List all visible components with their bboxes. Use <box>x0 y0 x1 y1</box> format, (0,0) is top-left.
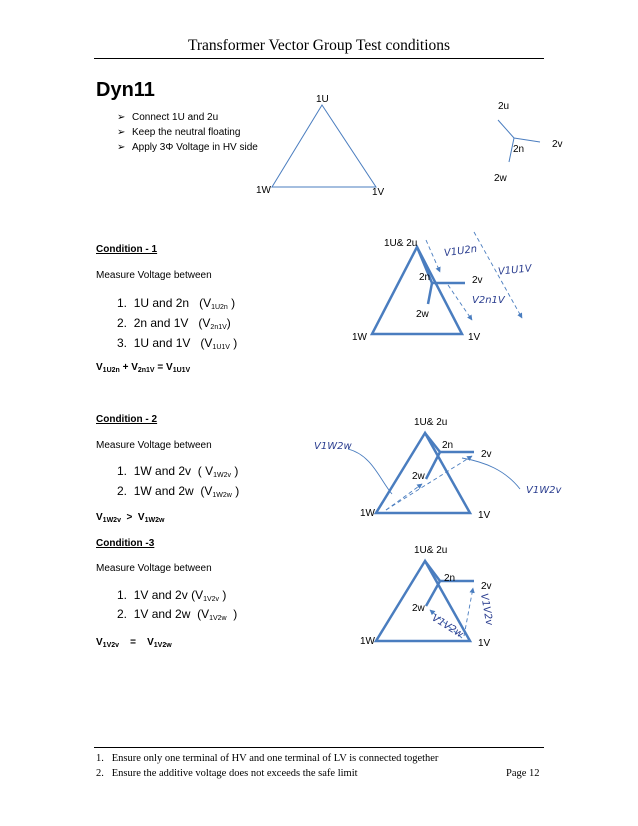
c2-label-2n: 2n <box>442 440 454 451</box>
bullet-item: ➢ Keep the neutral floating <box>117 127 241 138</box>
condition3-item: 1. 1V and 2v ($V_{1V2v}$ ) <box>117 588 227 603</box>
c1-label-top: 1U& 2u <box>384 238 418 249</box>
page-header-title: Transformer Vector Group Test conditions <box>187 37 451 54</box>
c3-label-top: 1U& 2u <box>414 545 448 556</box>
label-2w: 2w <box>494 173 507 184</box>
label-1U: 1U <box>316 94 329 105</box>
c3-label-2n: 2n <box>444 573 456 584</box>
condition1-title: Condition - 1 <box>96 244 158 255</box>
footer-note: 2. Ensure the additive voltage does not exceeds the safe limit <box>96 768 358 779</box>
condition3-intro: Measure Voltage between <box>96 563 212 574</box>
c1-note-v1u2n: V1U2n <box>443 243 478 260</box>
arrow-bullet-icon: ➢ <box>117 112 126 123</box>
c1-note-v2n1v: V2n1V <box>472 295 505 306</box>
condition1-item: 1. 1U and 2n ($V_{1U2n}$ ) <box>117 296 236 311</box>
condition2-item: 2. 1W and 2w ($V_{1W2w}$ ) <box>117 484 240 499</box>
c1-note-v1u1v: V1U1V <box>497 263 533 278</box>
c1-label-2n: 2n <box>419 272 431 283</box>
footer-note: 1. Ensure only one terminal of HV and one terminal of LV is connected together <box>96 753 439 764</box>
bullet-item: ➢ Connect 1U and 2u <box>117 112 219 123</box>
hv-delta-triangle <box>272 105 376 187</box>
label-2v: 2v <box>552 139 563 150</box>
condition2-intro: Measure Voltage between <box>96 440 212 451</box>
condition3-title: Condition -3 <box>96 538 155 549</box>
condition2-arrows <box>348 449 520 510</box>
c3-note-v1v2v: V1V2v <box>477 592 495 627</box>
condition2-item: 1. 1W and 2v ( $V_{1W2v}$ ) <box>117 464 239 479</box>
main-title: Dyn11 <box>96 79 155 101</box>
arrow-bullet-icon: ➢ <box>117 127 126 138</box>
arrow-bullet-icon: ➢ <box>117 142 126 153</box>
condition2-diagram <box>376 433 474 513</box>
condition1-item: 3. 1U and 1V ($V_{1U1V}$ ) <box>117 336 238 351</box>
bullet-item: ➢ Apply 3Φ Voltage in HV side <box>117 142 258 153</box>
footer-rule <box>94 747 544 748</box>
condition3-item: 2. 1V and 2w ($V_{1V2w}$ ) <box>117 607 238 622</box>
condition1-intro: Measure Voltage between <box>96 270 212 281</box>
c2-label-2v: 2v <box>481 449 492 460</box>
condition2-equation: $V_{1W2v} > V_{1W2w}$ <box>96 512 165 524</box>
lv-star-diagram <box>498 120 540 162</box>
c2-label-2w: 2w <box>412 471 425 482</box>
c3-label-2w: 2w <box>412 603 425 614</box>
c1-label-1W: 1W <box>352 332 367 343</box>
c3-label-1W: 1W <box>360 636 375 647</box>
c2-note-v1w2v: V1W2v <box>526 485 562 496</box>
c2-note-v1w2w: V1W2w <box>314 441 352 452</box>
c1-label-1V: 1V <box>468 332 481 343</box>
page-number: Page 12 <box>506 768 540 779</box>
label-1V: 1V <box>372 187 385 198</box>
condition1-item: 2. 2n and 1V $(V_{2n1V})$ <box>117 316 231 331</box>
condition1-equation: $V_{1U2n} + V_{2n1V} = V_{1U1V}$ <box>96 362 191 374</box>
label-2n: 2n <box>513 144 525 155</box>
c3-note-v1v2w: V1V2w <box>429 612 465 641</box>
c2-label-1V: 1V <box>478 510 491 521</box>
c3-label-1V: 1V <box>478 638 491 649</box>
label-2u: 2u <box>498 101 510 112</box>
c1-label-2v: 2v <box>472 275 483 286</box>
c1-label-2w: 2w <box>416 309 429 320</box>
c2-label-1W: 1W <box>360 508 375 519</box>
condition1-diagram <box>372 247 465 334</box>
c2-label-top: 1U& 2u <box>414 417 448 428</box>
condition2-title: Condition - 2 <box>96 414 158 425</box>
label-1W: 1W <box>256 185 271 196</box>
c3-label-2v: 2v <box>481 581 492 592</box>
condition3-equation: $V_{1V2v}$ = $V_{1V2w}$ <box>96 637 172 649</box>
